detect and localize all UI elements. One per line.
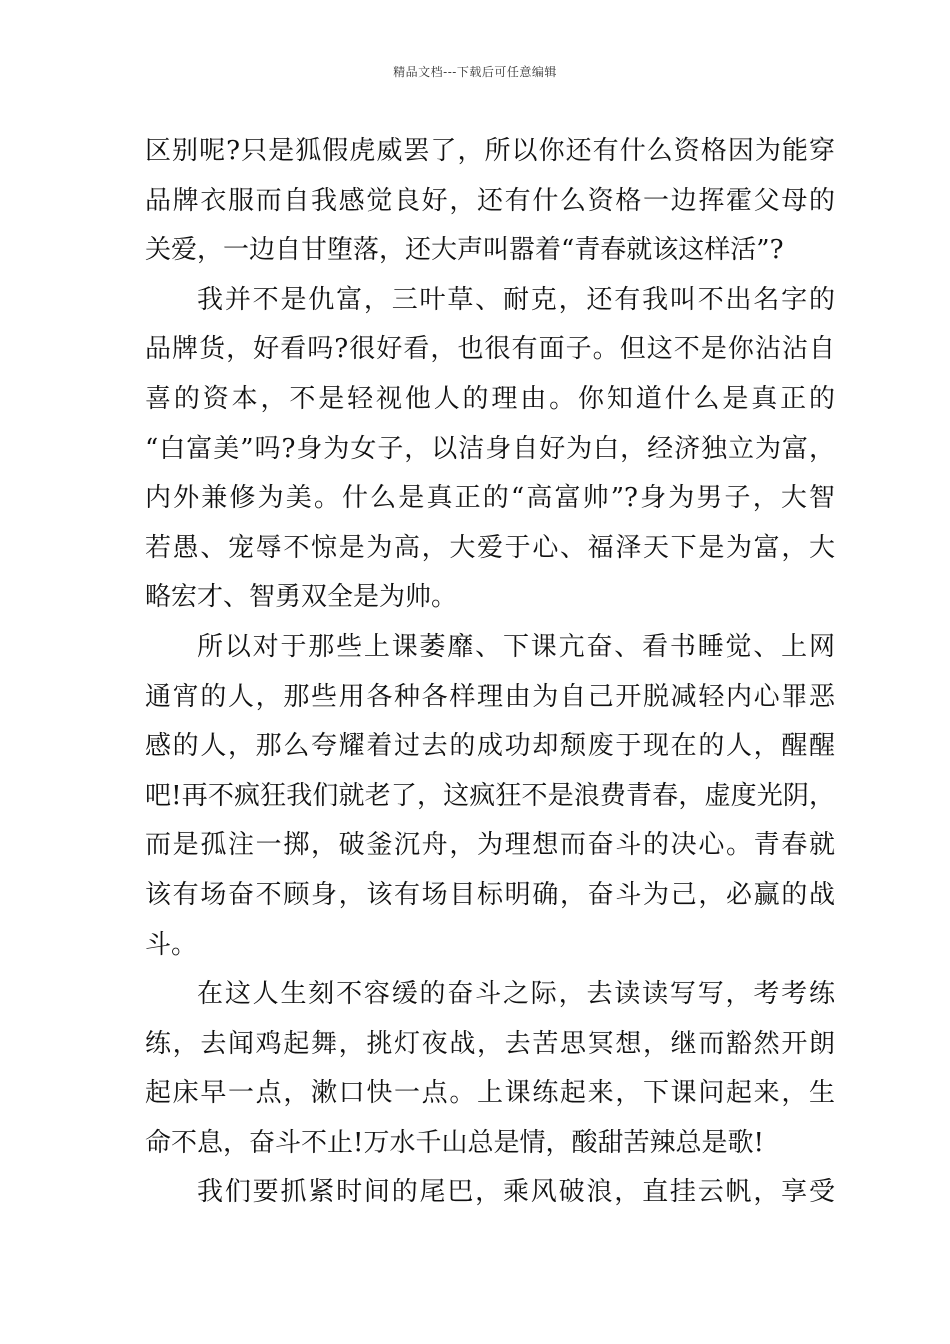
text-line: 区别呢?只是狐假虎威罢了，所以你还有什么资格因为能穿	[145, 136, 835, 166]
text-line: 吧!再不疯狂我们就老了，这疯狂不是浪费青春，虚度光阴，	[145, 780, 835, 811]
text-line: 所以对于那些上课萎靡、下课亢奋、看书睡觉、上网	[197, 631, 835, 662]
text-line: “白富美”吗?身为女子，以洁身自好为白，经济独立为富，	[145, 433, 835, 464]
text-line: 略宏才、智勇双全是为帅。	[145, 582, 458, 613]
paragraph-5	[145, 1168, 835, 1218]
text-line: 在这人生刻不容缓的奋斗之际，去读读写写，考考练	[197, 979, 835, 1010]
text-line: 起床早一点，漱口快一点。上课练起来，下课问起来，生	[145, 1078, 835, 1109]
text-line: 我们要抓紧时间的尾巴，乘风破浪，直挂云帆，享受	[197, 1177, 835, 1208]
text-line: 斗。	[145, 929, 198, 960]
text-line: 练，去闻鸡起舞，挑灯夜战，去苦思冥想，继而豁然开朗	[145, 1028, 835, 1059]
text-line: 我并不是仇富，三叶草、耐克，还有我叫不出名字的	[197, 284, 835, 315]
text-line: 感的人，那么夸耀着过去的成功却颓废于现在的人，醒醒	[145, 731, 835, 762]
text-line: 内外兼修为美。什么是真正的“高富帅”?身为男子，大智	[145, 483, 835, 514]
text-line: 而是孤注一掷，破釜沉舟，为理想而奋斗的决心。青春就	[145, 830, 835, 861]
document-body	[145, 127, 835, 1218]
text-line: 该有场奋不顾身，该有场目标明确，奋斗为己，必赢的战	[145, 879, 835, 910]
text-line: 喜的资本，不是轻视他人的理由。你知道什么是真正的	[145, 383, 835, 414]
paragraph-1	[145, 127, 835, 276]
text-line: 通宵的人，那些用各种各样理由为自己开脱减轻内心罪恶	[145, 681, 835, 712]
paragraph-2	[145, 276, 835, 623]
paragraph-4	[145, 970, 835, 1168]
text-line: 关爱，一边自甘堕落，还大声叫嚣着“青春就该这样活”?	[145, 235, 784, 266]
page-header: 精品文档---下载后可任意编辑	[393, 65, 557, 79]
text-line: 命不息，奋斗不止!万水千山总是情，酸甜苦辣总是歌!	[145, 1127, 764, 1158]
paragraph-3	[145, 623, 835, 970]
text-line: 若愚、宠辱不惊是为高，大爱于心、福泽天下是为富，大	[145, 532, 835, 563]
text-line: 品牌衣服而自我感觉良好，还有什么资格一边挥霍父母的	[145, 185, 835, 216]
text-line: 品牌货，好看吗?很好看，也很有面子。但这不是你沾沾自	[145, 334, 835, 365]
